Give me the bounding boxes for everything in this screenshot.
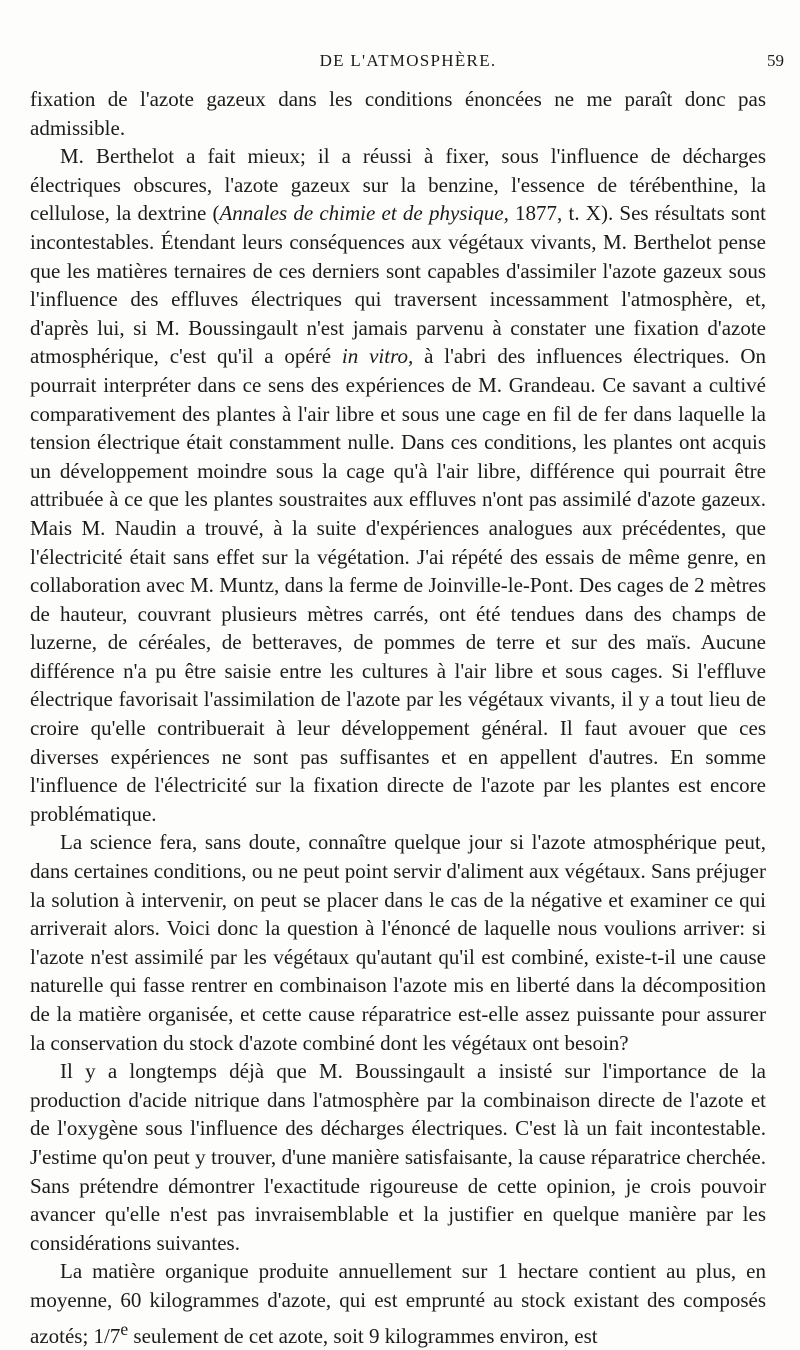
paragraph-3 (30, 828, 766, 1057)
paragraph-5-text-end: seulement de cet azote, soit 9 kilogrammes environ, est (128, 1323, 598, 1348)
paragraph-4 (30, 1057, 766, 1257)
paragraph-2-text-start: M. Berthelot a fait mieux; il a réussi à fixer, sous l'influence de décharges électriques obscures, l'azote gazeux sur la benzine, l'essence de térébenthine, la cellulose, la dextrine ( (30, 144, 766, 226)
body-text (30, 85, 766, 1350)
paragraph-2 (30, 142, 766, 828)
paragraph-1-text: fixation de l'azote gazeux dans les conditions énoncées ne me paraît donc pas admissible. (30, 87, 766, 140)
ordinal-superscript: e (120, 1318, 129, 1339)
paragraph-5-text-start: La matière organique produite annuellement sur 1 hectare contient au plus, en moyenne, 60 kilogrammes d'azote, qui est emprunté au stock existant des composés azotés; 1/7 (30, 1259, 766, 1348)
paragraph-4-text: Il y a longtemps déjà que M. Boussingault a insisté sur l'importance de la production d'acide nitrique dans l'atmosphère par la combinaison directe de l'azote et de l'oxygène sous l'influence des décharges électriques. C'est là un fait incontestable. J'estime qu'on peut y trouver, d'une manière satisfaisante, la cause réparatrice cherchée. Sans prétendre démontrer l'exactitude rigoureuse de cette opinion, je crois pouvoir avancer qu'elle n'est pas invraisemblable et la justifier en quelque manière par les considérations suivantes. (30, 1059, 766, 1255)
paragraph-2-text-end: à l'abri des influences électriques. On pourrait interpréter dans ce sens des expériences de M. Grandeau. Ce savant a cultivé comparativement des plantes à l'air libre et sous une cage en fil de fer dans laquelle la tension électrique était constamment nulle. Dans ces conditions, les plantes ont acquis un développement moindre sous la cage qu'à l'air libre, différence qui pourrait être attribuée à ce que les plantes soustraites aux effluves n'ont pas assimilé d'azote gazeux. Mais M. Naudin a trouvé, à la suite d'expériences analogues aux précédentes, que l'électricité était sans effet sur la végétation. J'ai répété des essais de même genre, en collaboration avec M. Muntz, dans la ferme de Joinville-le-Pont. Des cages de 2 mètres de hauteur, couvrant plusieurs mètres carrés, ont été tendues dans des champs de luzerne, de céréales, de betteraves, de pommes de terre et sur des maïs. Aucune différence n'a pu être saisie entre les cultures à l'air libre et sous cages. Si l'effluve électrique favorisait l'assimilation de l'azote par les végétaux vivants, il y a tout lieu de croire qu'elle contribuerait à leur développement général. Il faut avouer que ces diverses expériences ne sont pas suffisantes et en appellent d'autres. En somme l'influence de l'électricité sur la fixation directe de l'azote par les plantes est encore problématique. (30, 344, 767, 826)
running-head (30, 50, 786, 72)
running-title: DE L'ATMOSPHÈRE. (319, 51, 497, 70)
paragraph-2-text-middle: 1877, t. X). Ses résultats sont incontestables. Étendant leurs conséquences aux végétaux vivants, M. Berthelot pense que les matières ternaires de ces derniers sont capables d'assimiler l'azote gazeux sous l'influence des effluves électriques qui traversent incessamment l'atmosphère, et, d'après lui, si M. Boussingault n'est jamais parvenu à constater une fixation d'azote atmosphérique, c'est qu'il a opéré (30, 201, 767, 369)
journal-title: Annales de chimie et de physique, (219, 201, 509, 226)
page-number: 59 (767, 51, 784, 70)
paragraph-3-text: La science fera, sans doute, connaître quelque jour si l'azote atmosphérique peut, dans certaines conditions, ou ne peut point servir d'aliment aux végétaux. Sans préjuger la solution à intervenir, on peut se placer dans le cas de la négative et examiner ce qui arriverait alors. Voici donc la question à l'énoncé de laquelle nous voulions arriver: si l'azote n'est assimilé par les végétaux qu'autant qu'il est combiné, existe-t-il une cause naturelle qui fasse rentrer en combinaison l'azote mis en liberté dans la décomposition de la matière organisée, et cette cause réparatrice est-elle assez puissante pour assurer la conservation du stock d'azote combiné dont les végétaux ont besoin? (30, 830, 766, 1055)
latin-term: in vitro, (341, 344, 414, 369)
paragraph-5 (30, 1257, 766, 1350)
paragraph-1 (30, 85, 766, 142)
